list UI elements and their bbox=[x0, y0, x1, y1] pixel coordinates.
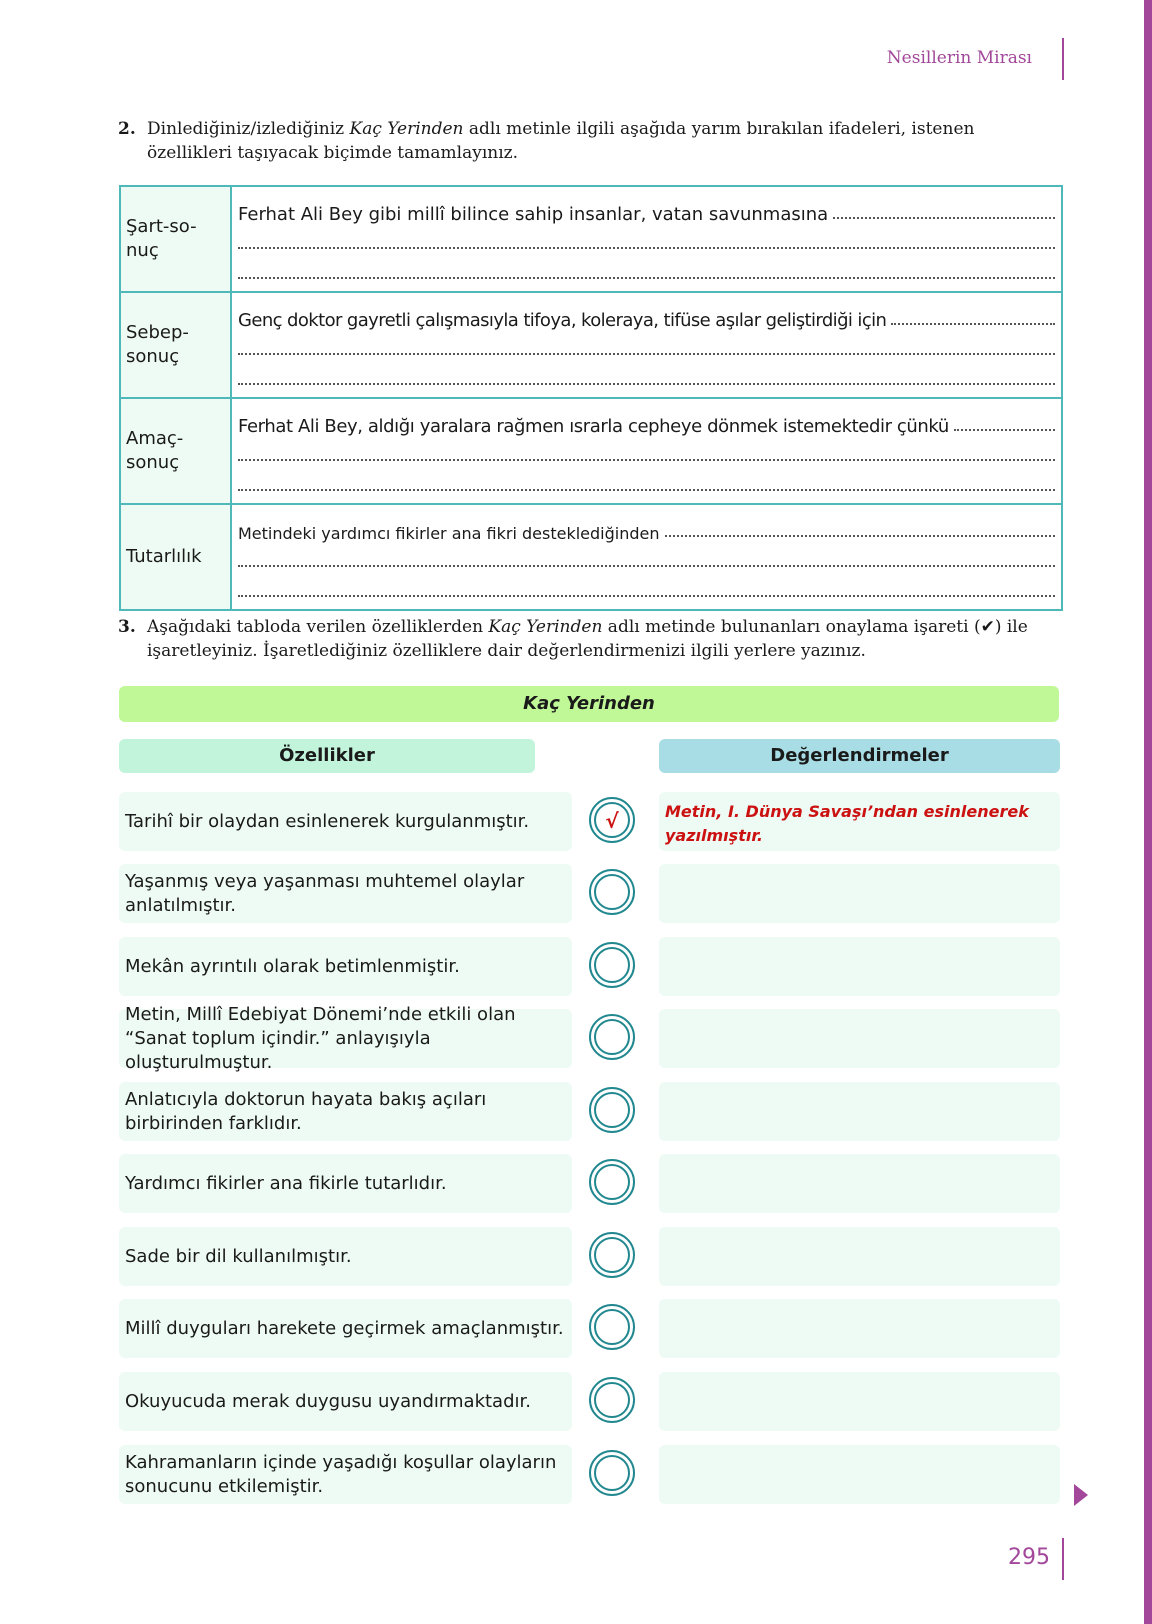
check-circle[interactable] bbox=[589, 1159, 635, 1205]
check-circle[interactable] bbox=[589, 1377, 635, 1423]
completion-row bbox=[120, 504, 1062, 610]
evaluation-field[interactable] bbox=[659, 1009, 1060, 1068]
feature-text: Tarihî bir olaydan esinlenerek kurgulanmıştır. bbox=[119, 792, 572, 851]
row-prompt: Ferhat Ali Bey gibi millî bilince sahip insanlar, vatan savunmasına bbox=[238, 204, 829, 225]
answer-line[interactable] bbox=[238, 489, 1055, 491]
question-3-text bbox=[147, 615, 1064, 663]
question-2 bbox=[118, 117, 1064, 165]
answer-line[interactable] bbox=[238, 595, 1055, 597]
row-label-text: Tutarlılık bbox=[126, 546, 202, 567]
feature-row bbox=[119, 792, 1060, 851]
features-column-header: Özellikler bbox=[119, 739, 535, 773]
evaluation-field[interactable] bbox=[659, 1372, 1060, 1431]
completion-row bbox=[120, 398, 1062, 504]
check-circle[interactable] bbox=[589, 1304, 635, 1350]
feature-row bbox=[119, 864, 1060, 923]
feature-row bbox=[119, 1003, 1060, 1073]
answer-line[interactable] bbox=[238, 353, 1055, 355]
check-circle[interactable] bbox=[589, 942, 635, 988]
feature-text: Yardımcı fikirler ana fikirle tutarlıdır. bbox=[119, 1154, 572, 1213]
feature-text: Yaşanmış veya yaşanması muhtemel olaylar anlatılmıştır. bbox=[119, 864, 572, 923]
check-circle[interactable] bbox=[589, 1450, 635, 1496]
feature-text: Mekân ayrıntılı olarak betimlenmiştir. bbox=[119, 937, 572, 996]
evaluation-field[interactable] bbox=[659, 1227, 1060, 1286]
feature-text: Kahramanların içinde yaşadığı koşullar olayların sonucunu etkilemiştir. bbox=[119, 1445, 572, 1504]
next-page-arrow-icon bbox=[1074, 1484, 1088, 1506]
feature-table-title: Kaç Yerinden bbox=[119, 686, 1059, 722]
evaluation-field[interactable] bbox=[659, 1082, 1060, 1141]
check-circle[interactable] bbox=[589, 1232, 635, 1278]
answer-line[interactable] bbox=[238, 277, 1055, 279]
question-3-text-start: Aşağıdaki tabloda verilen özelliklerden bbox=[147, 617, 489, 637]
question-3 bbox=[118, 615, 1064, 663]
evaluation-field[interactable] bbox=[659, 1299, 1060, 1358]
answer-line[interactable] bbox=[954, 429, 1055, 431]
answer-line[interactable] bbox=[238, 565, 1055, 567]
feature-row bbox=[119, 937, 1060, 996]
row-label bbox=[120, 292, 231, 398]
evaluations-column-header: Değerlendirmeler bbox=[659, 739, 1060, 773]
question-3-number: 3. bbox=[118, 617, 136, 637]
completion-row bbox=[120, 292, 1062, 398]
page-edge-bar bbox=[1144, 0, 1152, 1624]
check-circle[interactable] bbox=[589, 869, 635, 915]
row-label-text: Amaç-sonuç bbox=[126, 428, 184, 473]
running-header: Nesillerin Mirası bbox=[886, 48, 1032, 68]
footer-divider bbox=[1062, 1538, 1064, 1580]
question-2-number: 2. bbox=[118, 119, 136, 139]
evaluation-field[interactable] bbox=[659, 937, 1060, 996]
question-3-text-end: adlı metinde bulunanları onaylama işareti (✔) ile işaretleyiniz. İşaretlediğiniz özelliklere dair değerlendirmenizi ilgili yerlere yazınız. bbox=[147, 617, 1028, 661]
row-label bbox=[120, 186, 231, 292]
check-circle[interactable] bbox=[589, 1014, 635, 1060]
row-label bbox=[120, 504, 231, 610]
evaluation-field[interactable] bbox=[659, 864, 1060, 923]
answer-area[interactable] bbox=[231, 186, 1062, 292]
completion-table bbox=[119, 185, 1063, 611]
answer-line[interactable] bbox=[891, 323, 1055, 325]
evaluation-field[interactable]: Metin, I. Dünya Savaşı’ndan esinlenerek yazılmıştır. bbox=[659, 792, 1060, 851]
feature-row bbox=[119, 1227, 1060, 1286]
answer-line[interactable] bbox=[665, 535, 1056, 537]
check-circle[interactable] bbox=[589, 797, 635, 843]
question-2-text-start: Dinlediğiniz/izlediğiniz bbox=[147, 119, 350, 139]
row-label bbox=[120, 398, 231, 504]
evaluation-field[interactable] bbox=[659, 1445, 1060, 1504]
question-2-text bbox=[147, 117, 1064, 165]
feature-text: Okuyucuda merak duygusu uyandırmaktadır. bbox=[119, 1372, 572, 1431]
feature-text: Anlatıcıyla doktorun hayata bakış açıları birbirinden farklıdır. bbox=[119, 1082, 572, 1141]
header-divider bbox=[1062, 38, 1064, 80]
page-number: 295 bbox=[1008, 1545, 1050, 1570]
row-prompt: Genç doktor gayretli çalışmasıyla tifoya, koleraya, tifüse aşılar geliştirdiği için bbox=[238, 310, 887, 331]
feature-row bbox=[119, 1154, 1060, 1213]
answer-line[interactable] bbox=[238, 383, 1055, 385]
checkmark-icon: √ bbox=[605, 809, 619, 833]
row-label-text: Şart-so-nuç bbox=[126, 216, 197, 261]
feature-text: Sade bir dil kullanılmıştır. bbox=[119, 1227, 572, 1286]
feature-row bbox=[119, 1082, 1060, 1141]
feature-text: Millî duyguları harekete geçirmek amaçlanmıştır. bbox=[119, 1299, 572, 1358]
answer-line[interactable] bbox=[238, 459, 1055, 461]
answer-area[interactable] bbox=[231, 292, 1062, 398]
answer-line[interactable] bbox=[833, 217, 1055, 219]
answer-line[interactable] bbox=[238, 247, 1055, 249]
row-label-text: Sebep-sonuç bbox=[126, 322, 189, 367]
evaluation-field[interactable] bbox=[659, 1154, 1060, 1213]
check-circle[interactable] bbox=[589, 1087, 635, 1133]
feature-text: Metin, Millî Edebiyat Dönemi’nde etkili olan “Sanat toplum içindir.” anlayışıyla oluşturulmuştur. bbox=[119, 1009, 572, 1068]
feature-row bbox=[119, 1372, 1060, 1431]
row-prompt: Metindeki yardımcı fikirler ana fikri desteklediğinden bbox=[238, 524, 660, 543]
completion-row bbox=[120, 186, 1062, 292]
answer-area[interactable] bbox=[231, 398, 1062, 504]
feature-row bbox=[119, 1299, 1060, 1358]
answer-area[interactable] bbox=[231, 504, 1062, 610]
question-2-text-end: adlı metinle ilgili aşağıda yarım bırakılan ifadeleri, istenen özellikleri taşıyacak biçimde tamamlayınız. bbox=[147, 119, 975, 163]
question-2-title: Kaç Yerinden bbox=[349, 119, 464, 139]
row-prompt: Ferhat Ali Bey, aldığı yaralara rağmen ısrarla cepheye dönmek istemektedir çünkü bbox=[238, 416, 949, 437]
feature-row bbox=[119, 1445, 1060, 1504]
question-3-title: Kaç Yerinden bbox=[488, 617, 603, 637]
